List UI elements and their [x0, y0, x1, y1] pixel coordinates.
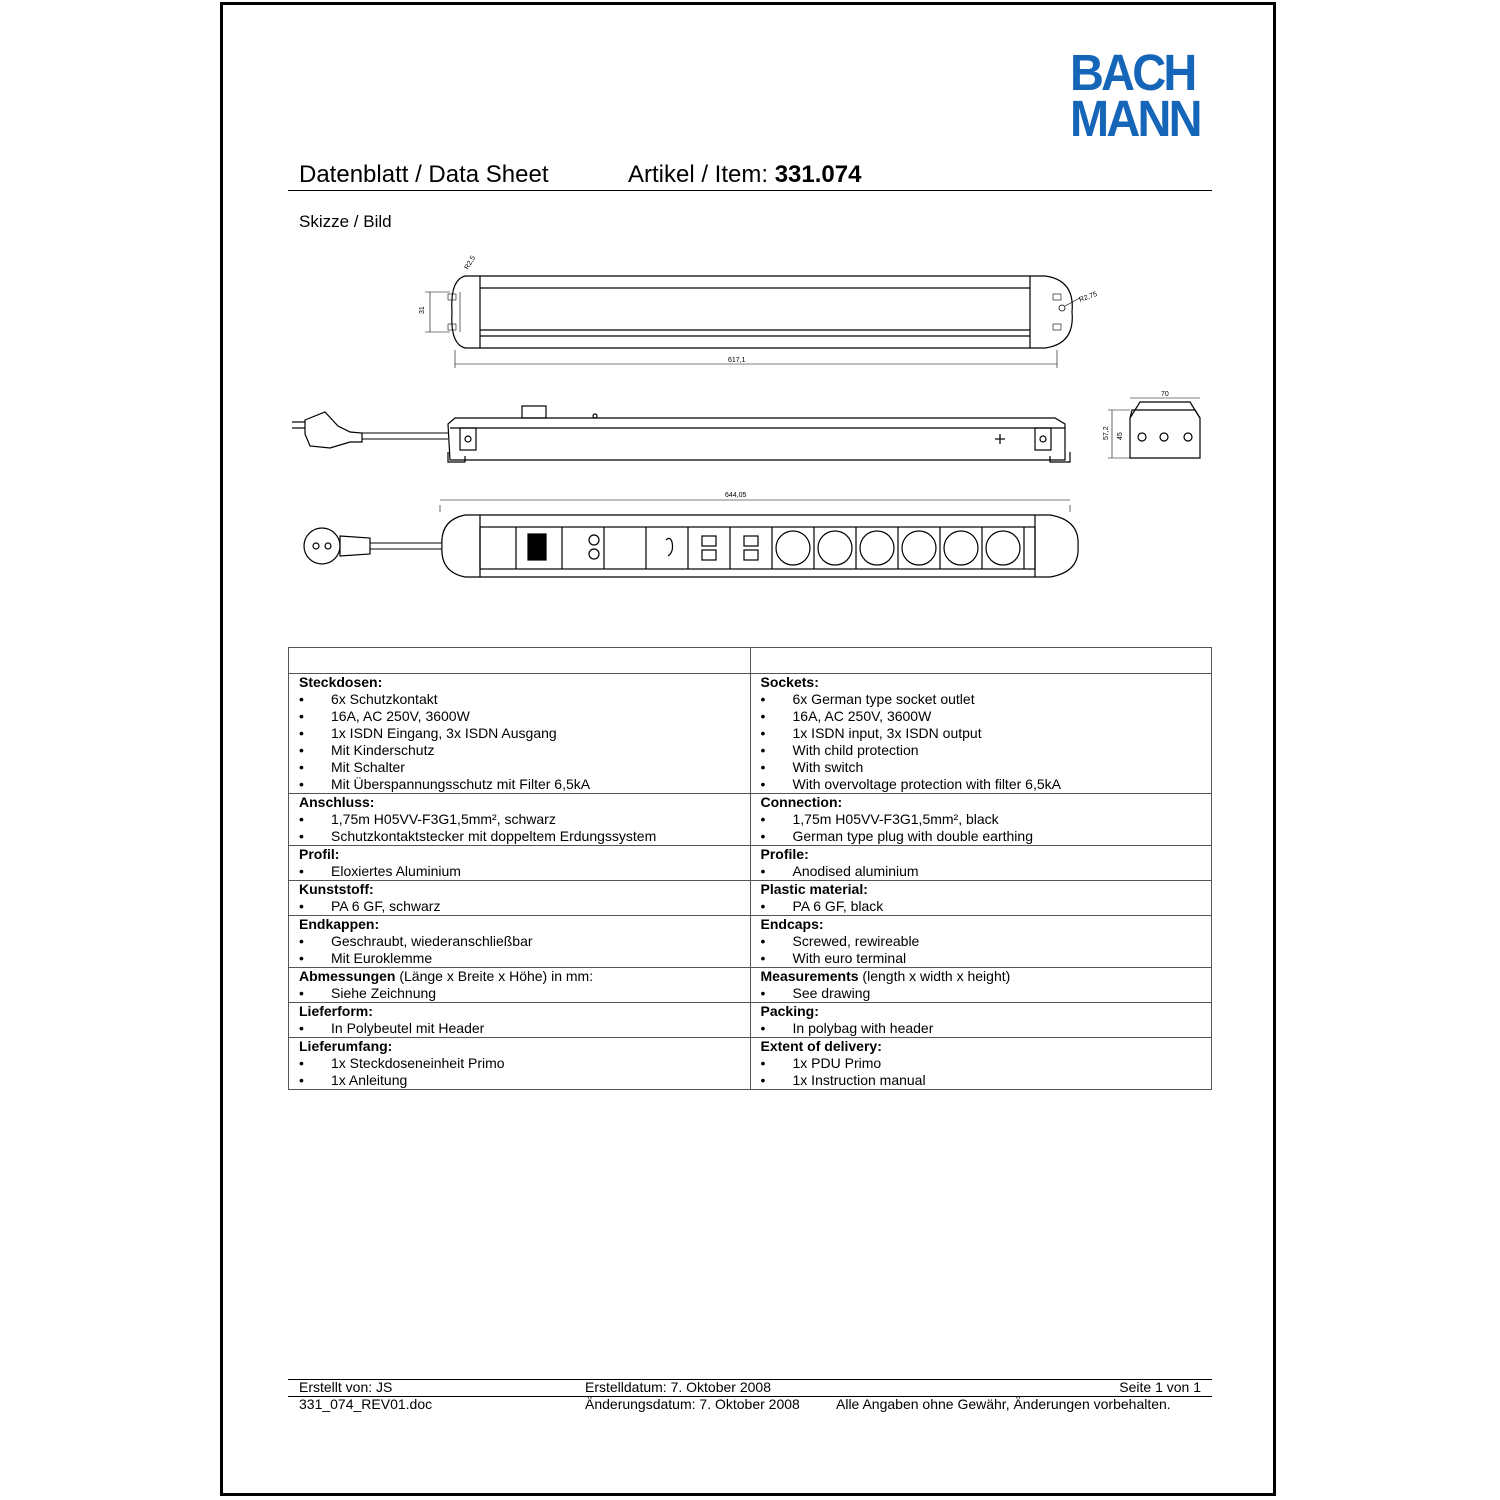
- spec-section-title: [761, 968, 1212, 985]
- spec-row: [289, 881, 1212, 916]
- spec-bullet-item: • 6x German type socket outlet: [761, 691, 1212, 708]
- spec-section-title: [299, 794, 750, 811]
- spec-cell-en: [750, 794, 1212, 846]
- spec-header-row: [289, 648, 1212, 674]
- spec-section-title-text: Extent of delivery:: [760, 1038, 882, 1054]
- footer-created-date: Erstelldatum: 7. Oktober 2008: [585, 1379, 771, 1395]
- spec-bullet-item: • 1x Anleitung: [299, 1072, 750, 1089]
- spec-cell-en: [750, 1038, 1212, 1090]
- spec-section-title-suffix: (length x width x height): [858, 968, 1011, 984]
- spec-cell-de: [289, 846, 751, 881]
- logo-line-1: BACH: [1070, 44, 1195, 101]
- spec-bullet-list: [299, 933, 750, 967]
- spec-section-title-text: Connection:: [760, 794, 843, 810]
- spec-header-en: [750, 648, 1212, 674]
- spec-cell-en: [750, 968, 1212, 1003]
- spec-bullet-item: • Anodised aluminium: [761, 863, 1212, 880]
- spec-row: [289, 794, 1212, 846]
- spec-section-title: [761, 916, 1212, 933]
- front-view: [304, 500, 1078, 577]
- spec-bullet-list: [761, 933, 1212, 967]
- footer-filename: 331_074_REV01.doc: [299, 1396, 433, 1412]
- spec-bullet-item: • 1x PDU Primo: [761, 1055, 1212, 1072]
- spec-table: [288, 647, 1212, 1090]
- spec-section-title: [761, 674, 1212, 691]
- spec-cell-en: [750, 674, 1212, 794]
- spec-bullet-item: • PA 6 GF, schwarz: [299, 898, 750, 915]
- spec-bullet-item: • Mit Kinderschutz: [299, 742, 750, 759]
- spec-bullet-item: • 1,75m H05VV-F3G1,5mm², black: [761, 811, 1212, 828]
- spec-bullet-item: • With switch: [761, 759, 1212, 776]
- spec-header-de: [289, 648, 751, 674]
- spec-section-title-text: Lieferumfang:: [299, 1038, 393, 1054]
- spec-section-title-suffix: (Länge x Breite x Höhe) in mm:: [395, 968, 594, 984]
- footer-page: Seite 1 von 1: [1119, 1379, 1201, 1395]
- spec-bullet-item: • 1x Instruction manual: [761, 1072, 1212, 1089]
- spec-section-title: [761, 881, 1212, 898]
- spec-bullet-item: • 16A, AC 250V, 3600W: [299, 708, 750, 725]
- spec-bullet-list: [761, 985, 1212, 1002]
- spec-bullet-item: • Mit Schalter: [299, 759, 750, 776]
- item-heading: [628, 161, 861, 189]
- spec-section-title: [761, 846, 1212, 863]
- spec-bullet-item: • Geschraubt, wiederanschließbar: [299, 933, 750, 950]
- spec-bullet-item: • 6x Schutzkontakt: [299, 691, 750, 708]
- spec-row: [289, 968, 1212, 1003]
- spec-bullet-item: • Mit Euroklemme: [299, 950, 750, 967]
- spec-section-title-text: Steckdosen:: [299, 674, 383, 690]
- header-rule: [288, 190, 1212, 191]
- item-label: Artikel / Item:: [628, 161, 769, 188]
- dim-height-end-a: 57,2: [1103, 426, 1110, 440]
- dim-length-top: 617,1: [728, 357, 746, 364]
- technical-drawing: [290, 250, 1210, 600]
- spec-bullet-list: [761, 691, 1212, 793]
- spec-bullet-item: • Screwed, rewireable: [761, 933, 1212, 950]
- spec-section-title: [761, 794, 1212, 811]
- spec-section-title-text: Sockets:: [760, 674, 819, 690]
- spec-bullet-item: • In polybag with header: [761, 1020, 1212, 1037]
- spec-bullet-item: • With euro terminal: [761, 950, 1212, 967]
- spec-section-title-text: Plastic material:: [760, 881, 868, 897]
- spec-bullet-item: • Siehe Zeichnung: [299, 985, 750, 1002]
- spec-cell-de: [289, 1003, 751, 1038]
- spec-section-title: [761, 1003, 1212, 1020]
- spec-bullet-item: • 1x ISDN input, 3x ISDN output: [761, 725, 1212, 742]
- spec-section-title-text: Lieferform:: [299, 1003, 373, 1019]
- dim-height-top: 31: [419, 306, 426, 314]
- spec-section-title: [299, 881, 750, 898]
- spec-cell-en: [750, 1003, 1212, 1038]
- spec-bullet-item: • 1x ISDN Eingang, 3x ISDN Ausgang: [299, 725, 750, 742]
- dim-radius-right: R2,75: [1078, 290, 1099, 304]
- spec-bullet-list: [761, 1055, 1212, 1089]
- footer-changed-date: Änderungsdatum: 7. Oktober 2008: [585, 1396, 800, 1412]
- spec-bullet-item: • German type plug with double earthing: [761, 828, 1212, 845]
- top-view: [425, 276, 1080, 368]
- spec-bullet-list: [761, 811, 1212, 845]
- spec-bullet-item: • In Polybeutel mit Header: [299, 1020, 750, 1037]
- spec-bullet-item: • PA 6 GF, black: [761, 898, 1212, 915]
- spec-cell-de: [289, 968, 751, 1003]
- spec-cell-de: [289, 881, 751, 916]
- spec-cell-de: [289, 674, 751, 794]
- spec-cell-de: [289, 1038, 751, 1090]
- spec-bullet-item: • With overvoltage protection with filter 6,5kA: [761, 776, 1212, 793]
- spec-section-title: [299, 846, 750, 863]
- spec-section-title-text: Endcaps:: [760, 916, 824, 932]
- spec-cell-de: [289, 794, 751, 846]
- spec-bullet-list: [299, 898, 750, 915]
- spec-section-title: [299, 916, 750, 933]
- bachmann-logo: [1070, 44, 1200, 147]
- spec-section-title: [299, 968, 750, 985]
- spec-bullet-item: • 1x Steckdoseneinheit Primo: [299, 1055, 750, 1072]
- document-title: Datenblatt / Data Sheet: [299, 161, 549, 188]
- spec-bullet-list: [299, 811, 750, 845]
- dim-width-end: 70: [1161, 391, 1169, 398]
- logo-line-2: MANN: [1070, 90, 1200, 147]
- side-view: [292, 398, 1200, 462]
- sketch-label: Skizze / Bild: [299, 212, 392, 231]
- spec-bullet-list: [299, 985, 750, 1002]
- spec-section-title-text: Endkappen:: [299, 916, 380, 932]
- spec-section-title-text: Profile:: [760, 846, 809, 862]
- spec-cell-en: [750, 916, 1212, 968]
- item-number: 331.074: [774, 161, 862, 188]
- spec-section-title-text: Measurements: [760, 968, 859, 984]
- spec-section-title-text: Kunststoff:: [299, 881, 374, 897]
- spec-bullet-list: [761, 863, 1212, 880]
- spec-section-title-text: Anschluss:: [299, 794, 375, 810]
- dim-length-front: 644,05: [725, 492, 747, 499]
- spec-row: [289, 674, 1212, 794]
- spec-row: [289, 1038, 1212, 1090]
- spec-bullet-list: [761, 898, 1212, 915]
- spec-bullet-item: • With child protection: [761, 742, 1212, 759]
- spec-bullet-list: [299, 863, 750, 880]
- spec-bullet-item: • 1,75m H05VV-F3G1,5mm², schwarz: [299, 811, 750, 828]
- spec-row: [289, 1003, 1212, 1038]
- spec-bullet-item: • 16A, AC 250V, 3600W: [761, 708, 1212, 725]
- dim-height-end-b: 45: [1117, 432, 1124, 440]
- spec-bullet-list: [299, 691, 750, 793]
- spec-row: [289, 846, 1212, 881]
- spec-bullet-item: • See drawing: [761, 985, 1212, 1002]
- spec-bullet-item: • Mit Überspannungsschutz mit Filter 6,5kA: [299, 776, 750, 793]
- spec-section-title: [299, 1038, 750, 1055]
- spec-bullet-item: • Schutzkontaktstecker mit doppeltem Erdungssystem: [299, 828, 750, 845]
- spec-section-title-text: Packing:: [760, 1003, 819, 1019]
- spec-bullet-list: [761, 1020, 1212, 1037]
- spec-row: [289, 916, 1212, 968]
- spec-section-title: [299, 1003, 750, 1020]
- spec-bullet-list: [299, 1055, 750, 1089]
- dim-radius-left: R2,5: [463, 254, 478, 271]
- spec-cell-en: [750, 846, 1212, 881]
- spec-section-title-text: Profil:: [299, 846, 340, 862]
- spec-section-title-text: Abmessungen: [299, 968, 396, 984]
- spec-section-title: [761, 1038, 1212, 1055]
- spec-bullet-list: [299, 1020, 750, 1037]
- spec-bullet-item: • Eloxiertes Aluminium: [299, 863, 750, 880]
- spec-cell-en: [750, 881, 1212, 916]
- footer-created-by: Erstellt von: JS: [299, 1379, 393, 1395]
- spec-cell-de: [289, 916, 751, 968]
- footer-disclaimer: Alle Angaben ohne Gewähr, Änderungen vorbehalten.: [836, 1396, 1171, 1412]
- spec-section-title: [299, 674, 750, 691]
